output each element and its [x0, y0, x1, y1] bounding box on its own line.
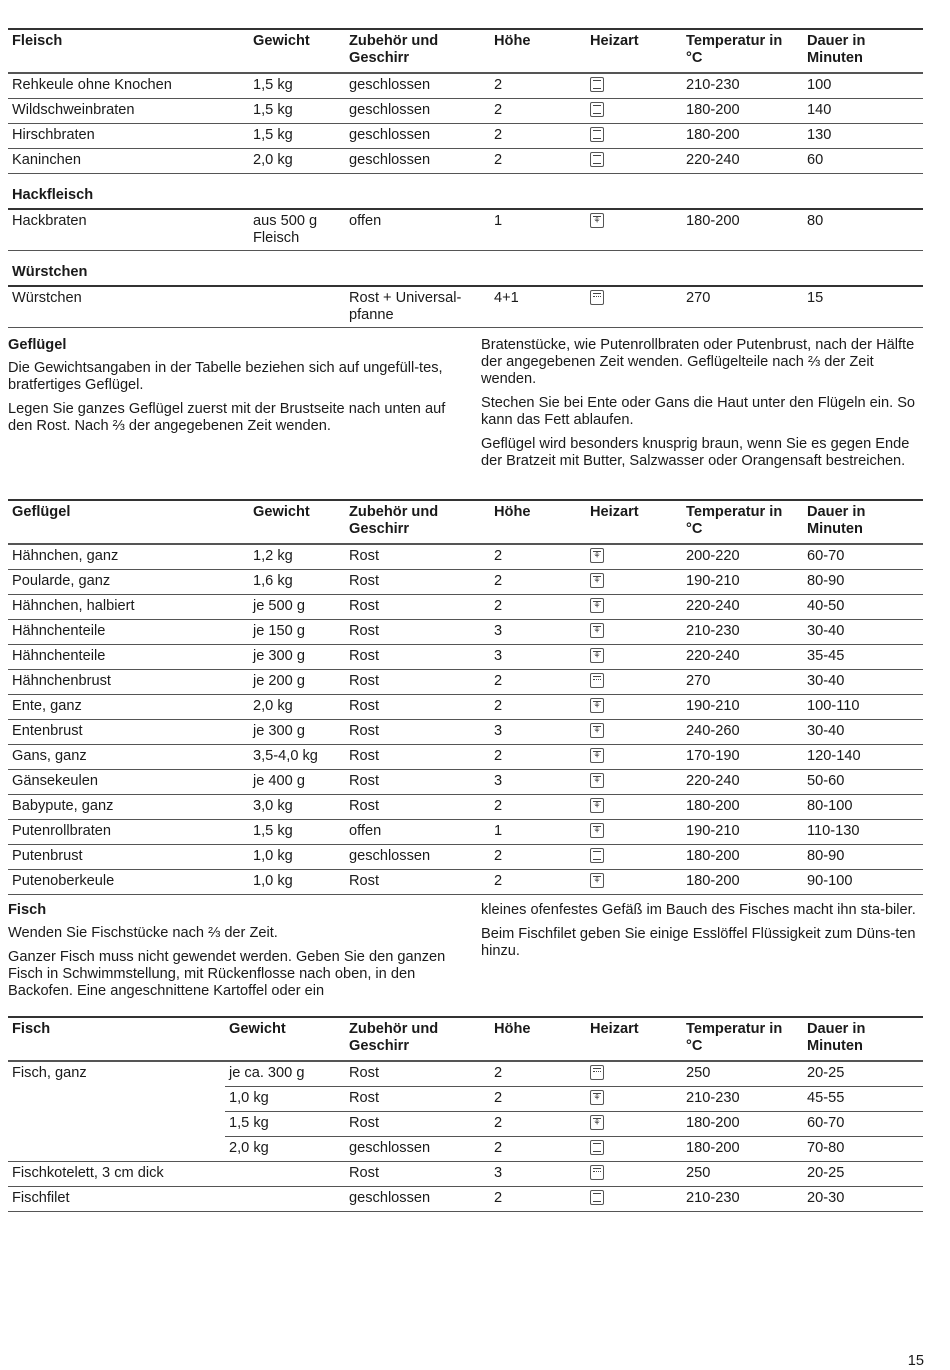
- cell-name: Fischkotelett, 3 cm dick: [8, 1162, 225, 1187]
- cell-temperatur: 180-200: [682, 795, 803, 820]
- table-row: [8, 124, 923, 149]
- col-header-gewicht: Gewicht: [249, 500, 345, 544]
- cell-temperatur: 270: [682, 286, 803, 328]
- cell-gewicht: je 400 g: [249, 770, 345, 795]
- cell-dauer: 60-70: [803, 1112, 923, 1137]
- cell-hoehe: 2: [490, 845, 586, 870]
- cell-hoehe: 1: [490, 820, 586, 845]
- table-row: [8, 1061, 923, 1087]
- cell-gewicht: [225, 1187, 345, 1212]
- cell-heizart: [586, 645, 682, 670]
- ober-unterhitze-icon: [590, 1140, 604, 1155]
- cell-name: Hähnchenteile: [8, 620, 249, 645]
- umluft-grill-icon: ⚘: [590, 1090, 604, 1105]
- cell-temperatur: 220-240: [682, 149, 803, 174]
- paragraph: Bratenstücke, wie Putenrollbraten oder Putenbrust, nach der Hälfte der angegebenen Zeit wenden. Geflügelteile nach ⅔ der Zeit wenden.: [481, 337, 915, 387]
- section-header-row: [8, 251, 923, 287]
- col-header-hoehe: Höhe: [490, 29, 586, 73]
- cell-gewicht: je 300 g: [249, 720, 345, 745]
- cell-dauer: 30-40: [803, 670, 923, 695]
- cell-dauer: 100: [803, 73, 923, 99]
- cell-name: Hähnchenteile: [8, 645, 249, 670]
- cell-gewicht: 1,5 kg: [225, 1112, 345, 1137]
- cell-hoehe: 2: [490, 1187, 586, 1212]
- cell-temperatur: 180-200: [682, 870, 803, 895]
- cell-gewicht: je 200 g: [249, 670, 345, 695]
- cell-temperatur: 210-230: [682, 620, 803, 645]
- cell-dauer: 40-50: [803, 595, 923, 620]
- cell-hoehe: 2: [490, 795, 586, 820]
- cell-gewicht: 1,5 kg: [249, 73, 345, 99]
- cell-name: Entenbrust: [8, 720, 249, 745]
- cell-temperatur: 250: [682, 1061, 803, 1087]
- cell-hoehe: 2: [490, 1061, 586, 1087]
- paragraph: Legen Sie ganzes Geflügel zuerst mit der Brustseite nach unten auf den Rost. Nach ⅔ der angegebenen Zeit wenden.: [8, 401, 446, 434]
- cell-name: Gans, ganz: [8, 745, 249, 770]
- cell-dauer: 60-70: [803, 544, 923, 570]
- table-row: [8, 620, 923, 645]
- cell-zubehoer: Rost: [345, 1087, 490, 1112]
- cell-gewicht: 1,2 kg: [249, 544, 345, 570]
- table-row: [8, 1187, 923, 1212]
- cell-dauer: 80-90: [803, 570, 923, 595]
- cell-temperatur: 220-240: [682, 645, 803, 670]
- umluft-grill-icon: ⚘: [590, 873, 604, 888]
- cell-temperatur: 180-200: [682, 1137, 803, 1162]
- fisch-heading: Fisch: [8, 902, 47, 918]
- flaechengrill-icon: [590, 1065, 604, 1080]
- cell-gewicht: 1,0 kg: [249, 845, 345, 870]
- fleisch-body: [8, 73, 923, 328]
- cell-heizart: [586, 149, 682, 174]
- cell-name: Ente, ganz: [8, 695, 249, 720]
- table-row: [8, 544, 923, 570]
- cell-hoehe: 2: [490, 870, 586, 895]
- cell-gewicht: [225, 1162, 345, 1187]
- ober-unterhitze-icon: [590, 1190, 604, 1205]
- col-header-temperatur: Temperatur in °C: [682, 1017, 803, 1061]
- cell-hoehe: 2: [490, 595, 586, 620]
- cell-dauer: 20-30: [803, 1187, 923, 1212]
- paragraph: Ganzer Fisch muss nicht gewendet werden. Geben Sie den ganzen Fisch in Schwimmstellung, mit Rückenflosse nach oben, in den Backofen. Eine angeschnittene Kartoffel oder ein: [8, 949, 446, 999]
- cell-temperatur: 180-200: [682, 1112, 803, 1137]
- cell-hoehe: 2: [490, 670, 586, 695]
- cell-zubehoer: Rost: [345, 695, 490, 720]
- cell-dauer: 20-25: [803, 1162, 923, 1187]
- cell-dauer: 45-55: [803, 1087, 923, 1112]
- cell-hoehe: 2: [490, 99, 586, 124]
- col-header-heizart: Heizart: [586, 1017, 682, 1061]
- table-row: [8, 286, 923, 328]
- cell-zubehoer: Rost: [345, 595, 490, 620]
- cell-heizart: [586, 570, 682, 595]
- table-row: [8, 870, 923, 895]
- cell-hoehe: 2: [490, 570, 586, 595]
- cell-temperatur: 270: [682, 670, 803, 695]
- cell-name: Putenoberkeule: [8, 870, 249, 895]
- cell-heizart: [586, 124, 682, 149]
- paragraph: kleines ofenfestes Gefäß im Bauch des Fisches macht ihn sta-biler.: [481, 902, 916, 918]
- cell-zubehoer: Rost: [345, 645, 490, 670]
- table-row: [8, 645, 923, 670]
- table-row: [8, 1162, 923, 1187]
- cell-hoehe: 2: [490, 73, 586, 99]
- cell-dauer: 60: [803, 149, 923, 174]
- cell-temperatur: 190-210: [682, 695, 803, 720]
- gefluegel-body: [8, 544, 923, 895]
- cell-gewicht: 3,5-4,0 kg: [249, 745, 345, 770]
- cell-name: Hackbraten: [8, 209, 249, 251]
- section-title: Würstchen: [8, 251, 923, 287]
- fisch-table: [8, 1016, 923, 1212]
- cell-heizart: [586, 820, 682, 845]
- table-row: [8, 695, 923, 720]
- umluft-grill-icon: ⚘: [590, 623, 604, 638]
- cell-zubehoer: Rost: [345, 870, 490, 895]
- cell-hoehe: 3: [490, 720, 586, 745]
- umluft-grill-icon: ⚘: [590, 573, 604, 588]
- cell-zubehoer: geschlossen: [345, 99, 490, 124]
- cell-zubehoer: offen: [345, 820, 490, 845]
- gefluegel-intro-right: [481, 337, 926, 477]
- umluft-grill-icon: ⚘: [590, 1115, 604, 1130]
- cell-hoehe: 1: [490, 209, 586, 251]
- cell-gewicht: aus 500 g Fleisch: [249, 209, 345, 251]
- cell-zubehoer: Rost: [345, 670, 490, 695]
- cell-hoehe: 2: [490, 695, 586, 720]
- gefluegel-heading: Geflügel: [8, 337, 67, 353]
- cell-name: Kaninchen: [8, 149, 249, 174]
- cell-temperatur: 210-230: [682, 73, 803, 99]
- cell-zubehoer: geschlossen: [345, 124, 490, 149]
- col-header-zubehoer: Zubehör und Geschirr: [345, 500, 490, 544]
- cell-heizart: [586, 99, 682, 124]
- col-header-dauer: Dauer in Minuten: [803, 500, 923, 544]
- cell-hoehe: 2: [490, 124, 586, 149]
- cell-temperatur: 180-200: [682, 99, 803, 124]
- col-header-name: Fleisch: [8, 29, 249, 73]
- col-header-dauer: Dauer in Minuten: [803, 1017, 923, 1061]
- cell-zubehoer: Rost: [345, 1112, 490, 1137]
- cell-name: Hähnchenbrust: [8, 670, 249, 695]
- fisch-body: [8, 1061, 923, 1212]
- table-row: [8, 670, 923, 695]
- cell-heizart: [586, 1112, 682, 1137]
- paragraph: Geflügel wird besonders knusprig braun, wenn Sie es gegen Ende der Bratzeit mit Butter, Salzwasser oder Orangensaft bestreichen.: [481, 436, 910, 469]
- col-header-dauer: Dauer in Minuten: [803, 29, 923, 73]
- cell-heizart: [586, 770, 682, 795]
- cell-name: Würstchen: [8, 286, 249, 328]
- cell-heizart: [586, 720, 682, 745]
- col-header-zubehoer: Zubehör und Geschirr: [345, 1017, 490, 1061]
- cell-temperatur: 210-230: [682, 1087, 803, 1112]
- table-row: [8, 149, 923, 174]
- paragraph: Stechen Sie bei Ente oder Gans die Haut unter den Flügeln ein. So kann das Fett ablaufen.: [481, 395, 916, 428]
- fisch-intro-right: [481, 902, 926, 967]
- cell-temperatur: 210-230: [682, 1187, 803, 1212]
- col-header-name: Geflügel: [8, 500, 249, 544]
- table-row: [8, 595, 923, 620]
- umluft-grill-icon: ⚘: [590, 823, 604, 838]
- cell-heizart: [586, 209, 682, 251]
- ober-unterhitze-icon: [590, 127, 604, 142]
- cell-heizart: [586, 73, 682, 99]
- cell-gewicht: 2,0 kg: [225, 1137, 345, 1162]
- cell-heizart: [586, 670, 682, 695]
- table-row: [8, 570, 923, 595]
- cell-zubehoer: Rost + Universal-pfanne: [345, 286, 490, 328]
- table-row: [8, 770, 923, 795]
- cell-dauer: 110-130: [803, 820, 923, 845]
- cell-gewicht: 2,0 kg: [249, 695, 345, 720]
- ober-unterhitze-icon: [590, 102, 604, 117]
- paragraph: Die Gewichtsangaben in der Tabelle beziehen sich auf ungefüll-tes, bratfertiges Geflügel.: [8, 360, 443, 393]
- umluft-grill-icon: ⚘: [590, 698, 604, 713]
- cell-hoehe: 2: [490, 745, 586, 770]
- cell-dauer: 70-80: [803, 1137, 923, 1162]
- cell-zubehoer: Rost: [345, 720, 490, 745]
- umluft-grill-icon: ⚘: [590, 598, 604, 613]
- col-header-hoehe: Höhe: [490, 1017, 586, 1061]
- cell-heizart: [586, 1162, 682, 1187]
- cell-gewicht: 1,6 kg: [249, 570, 345, 595]
- flaechengrill-icon: [590, 1165, 604, 1180]
- col-header-zubehoer: Zubehör und Geschirr: [345, 29, 490, 73]
- cell-hoehe: 2: [490, 1112, 586, 1137]
- cell-zubehoer: Rost: [345, 1061, 490, 1087]
- cell-gewicht: 1,0 kg: [249, 870, 345, 895]
- cell-temperatur: 170-190: [682, 745, 803, 770]
- cell-dauer: 20-25: [803, 1061, 923, 1087]
- cell-zubehoer: Rost: [345, 570, 490, 595]
- cell-heizart: [586, 845, 682, 870]
- cell-heizart: [586, 620, 682, 645]
- cell-zubehoer: Rost: [345, 544, 490, 570]
- cell-heizart: [586, 544, 682, 570]
- cell-temperatur: 250: [682, 1162, 803, 1187]
- table-header-row: [8, 500, 923, 544]
- cell-heizart: [586, 595, 682, 620]
- cell-zubehoer: Rost: [345, 1162, 490, 1187]
- cell-dauer: 140: [803, 99, 923, 124]
- cell-hoehe: 2: [490, 1137, 586, 1162]
- cell-temperatur: 180-200: [682, 209, 803, 251]
- cell-dauer: 80: [803, 209, 923, 251]
- cell-dauer: 130: [803, 124, 923, 149]
- col-header-gewicht: Gewicht: [225, 1017, 345, 1061]
- cell-name: Wildschweinbraten: [8, 99, 249, 124]
- cell-temperatur: 190-210: [682, 570, 803, 595]
- table-row: [8, 99, 923, 124]
- col-header-heizart: Heizart: [586, 500, 682, 544]
- cell-heizart: [586, 745, 682, 770]
- ober-unterhitze-icon: [590, 152, 604, 167]
- flaechengrill-icon: [590, 290, 604, 305]
- cell-temperatur: 180-200: [682, 845, 803, 870]
- cell-hoehe: 2: [490, 149, 586, 174]
- umluft-grill-icon: ⚘: [590, 548, 604, 563]
- gefluegel-intro-left: [8, 337, 458, 442]
- cell-zubehoer: geschlossen: [345, 149, 490, 174]
- umluft-grill-icon: ⚘: [590, 798, 604, 813]
- cell-zubehoer: geschlossen: [345, 1187, 490, 1212]
- cell-zubehoer: Rost: [345, 620, 490, 645]
- cell-name: Putenrollbraten: [8, 820, 249, 845]
- table-row: [8, 845, 923, 870]
- section-header-row: [8, 174, 923, 210]
- cell-heizart: [586, 1061, 682, 1087]
- cell-hoehe: 3: [490, 770, 586, 795]
- umluft-grill-icon: ⚘: [590, 748, 604, 763]
- cell-zubehoer: Rost: [345, 795, 490, 820]
- flaechengrill-icon: [590, 673, 604, 688]
- cell-dauer: 80-90: [803, 845, 923, 870]
- col-header-temperatur: Temperatur in °C: [682, 29, 803, 73]
- cell-gewicht: 1,5 kg: [249, 99, 345, 124]
- cell-name: Putenbrust: [8, 845, 249, 870]
- cell-hoehe: 4+1: [490, 286, 586, 328]
- paragraph: Beim Fischfilet geben Sie einige Esslöffel Flüssigkeit zum Düns-ten hinzu.: [481, 926, 916, 959]
- table-header-row: [8, 1017, 923, 1061]
- section-title: Hackfleisch: [8, 174, 923, 210]
- umluft-grill-icon: ⚘: [590, 773, 604, 788]
- cell-name: Fischfilet: [8, 1187, 225, 1212]
- cell-heizart: [586, 870, 682, 895]
- cell-heizart: [586, 1087, 682, 1112]
- cell-name: Fisch, ganz: [8, 1061, 225, 1162]
- cell-dauer: 80-100: [803, 795, 923, 820]
- cell-gewicht: je ca. 300 g: [225, 1061, 345, 1087]
- cell-zubehoer: geschlossen: [345, 845, 490, 870]
- col-header-name: Fisch: [8, 1017, 225, 1061]
- cell-zubehoer: geschlossen: [345, 1137, 490, 1162]
- cell-dauer: 100-110: [803, 695, 923, 720]
- cell-gewicht: je 500 g: [249, 595, 345, 620]
- paragraph: Wenden Sie Fischstücke nach ⅔ der Zeit.: [8, 925, 278, 941]
- table-row: [8, 795, 923, 820]
- ober-unterhitze-icon: [590, 77, 604, 92]
- table-row: [8, 73, 923, 99]
- cell-hoehe: 3: [490, 620, 586, 645]
- cell-name: Hähnchen, halbiert: [8, 595, 249, 620]
- cell-zubehoer: Rost: [345, 745, 490, 770]
- cell-gewicht: 2,0 kg: [249, 149, 345, 174]
- cell-dauer: 30-40: [803, 720, 923, 745]
- cell-gewicht: 3,0 kg: [249, 795, 345, 820]
- col-header-hoehe: Höhe: [490, 500, 586, 544]
- cell-gewicht: je 150 g: [249, 620, 345, 645]
- cell-dauer: 120-140: [803, 745, 923, 770]
- col-header-temperatur: Temperatur in °C: [682, 500, 803, 544]
- cell-name: Babypute, ganz: [8, 795, 249, 820]
- cell-zubehoer: Rost: [345, 770, 490, 795]
- cell-gewicht: [249, 286, 345, 328]
- cell-dauer: 30-40: [803, 620, 923, 645]
- cell-zubehoer: offen: [345, 209, 490, 251]
- table-row: [8, 745, 923, 770]
- table-row: [8, 820, 923, 845]
- cell-name: Hirschbraten: [8, 124, 249, 149]
- cell-dauer: 15: [803, 286, 923, 328]
- cell-temperatur: 180-200: [682, 124, 803, 149]
- cell-hoehe: 3: [490, 645, 586, 670]
- table-header-row: [8, 29, 923, 73]
- cell-hoehe: 3: [490, 1162, 586, 1187]
- cell-gewicht: 1,5 kg: [249, 124, 345, 149]
- cell-heizart: [586, 286, 682, 328]
- cell-temperatur: 190-210: [682, 820, 803, 845]
- cell-heizart: [586, 795, 682, 820]
- col-header-heizart: Heizart: [586, 29, 682, 73]
- cell-heizart: [586, 1137, 682, 1162]
- fleisch-table: [8, 28, 923, 328]
- umluft-grill-icon: ⚘: [590, 723, 604, 738]
- ober-unterhitze-icon: [590, 848, 604, 863]
- umluft-grill-icon: ⚘: [590, 648, 604, 663]
- page-number: 15: [907, 1353, 924, 1369]
- cell-gewicht: 1,0 kg: [225, 1087, 345, 1112]
- cell-temperatur: 220-240: [682, 595, 803, 620]
- cell-gewicht: je 300 g: [249, 645, 345, 670]
- cell-heizart: [586, 1187, 682, 1212]
- cell-name: Rehkeule ohne Knochen: [8, 73, 249, 99]
- fisch-intro-left: [8, 902, 458, 1007]
- table-row: [8, 209, 923, 251]
- cell-name: Gänsekeulen: [8, 770, 249, 795]
- cell-temperatur: 240-260: [682, 720, 803, 745]
- cell-zubehoer: geschlossen: [345, 73, 490, 99]
- cell-heizart: [586, 695, 682, 720]
- cell-gewicht: 1,5 kg: [249, 820, 345, 845]
- col-header-gewicht: Gewicht: [249, 29, 345, 73]
- cell-dauer: 50-60: [803, 770, 923, 795]
- cell-temperatur: 220-240: [682, 770, 803, 795]
- cell-hoehe: 2: [490, 1087, 586, 1112]
- cell-dauer: 90-100: [803, 870, 923, 895]
- table-row: [8, 720, 923, 745]
- gefluegel-table: [8, 499, 923, 895]
- cell-name: Poularde, ganz: [8, 570, 249, 595]
- cell-dauer: 35-45: [803, 645, 923, 670]
- umluft-grill-icon: ⚘: [590, 213, 604, 228]
- cell-name: Hähnchen, ganz: [8, 544, 249, 570]
- cell-hoehe: 2: [490, 544, 586, 570]
- cell-temperatur: 200-220: [682, 544, 803, 570]
